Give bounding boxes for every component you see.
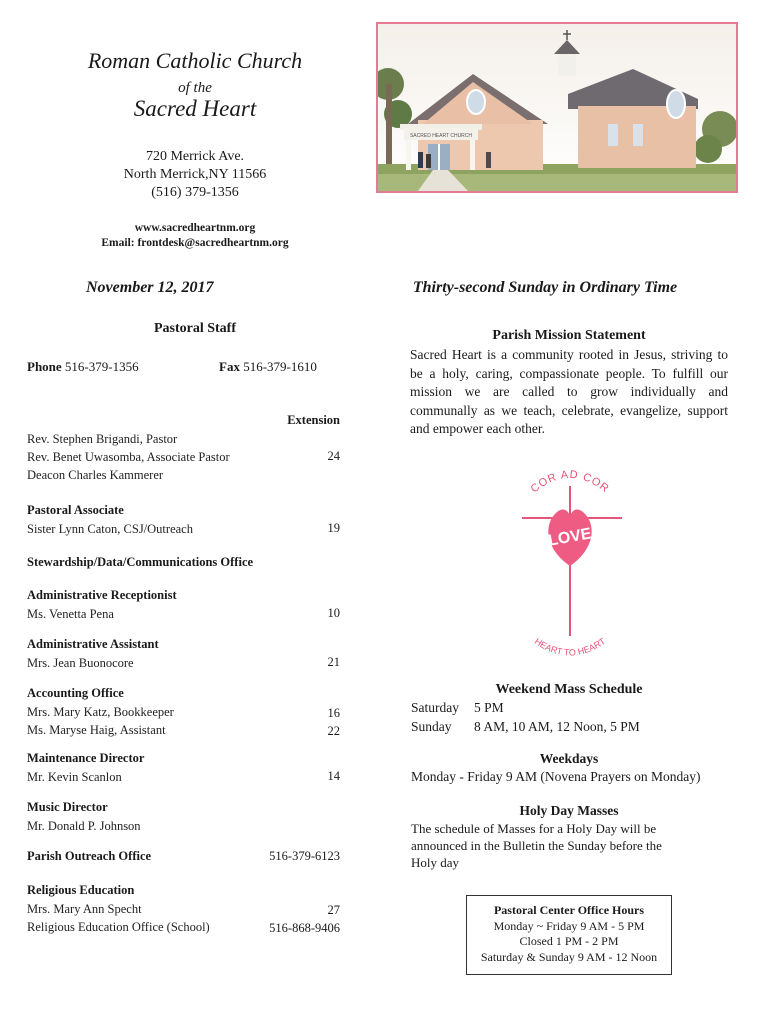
holy-day-line2: announced in the Bulletin the Sunday before the (411, 838, 662, 853)
accounting-names (27, 703, 174, 739)
religious-ed-names (27, 900, 210, 936)
accounting-heading: Accounting Office (27, 686, 124, 700)
cross-heart-icon (505, 464, 635, 664)
church-name-line1: Roman Catholic Church (87, 48, 303, 73)
mission-heading: Parish Mission Statement (492, 328, 646, 343)
saturday-label: Saturday (411, 700, 459, 715)
accounting-ext-1: 16 (327, 706, 340, 720)
address-line1: 720 Merrick Ave. (145, 149, 245, 164)
admin-assistant-ext: 21 (327, 655, 340, 669)
office-hours-box (466, 895, 672, 975)
stewardship-heading: Stewardship/Data/Communications Office (27, 555, 254, 569)
admin-assistant-heading: Administrative Assistant (27, 637, 159, 651)
church-photo (376, 22, 738, 193)
holy-day-line1: The schedule of Masses for a Holy Day will be (411, 821, 657, 836)
clergy-list (27, 430, 230, 484)
religious-ed-name-1: Mrs. Mary Ann Specht (27, 902, 142, 916)
logo-bottom-text: HEART TO HEART (532, 636, 608, 658)
outreach-phone: 516-379-6123 (269, 849, 340, 863)
pastoral-associate-ext: 19 (327, 521, 340, 535)
weekdays-heading: Weekdays (539, 751, 599, 766)
religious-ed-heading: Religious Education (27, 883, 135, 897)
address-line2: North Merrick,NY 11566 (123, 167, 267, 182)
admin-receptionist-ext: 10 (327, 606, 340, 620)
holy-day-heading: Holy Day Masses (519, 803, 619, 818)
mass-labels (411, 699, 459, 736)
clergy-deacon: Deacon Charles Kammerer (27, 468, 164, 482)
weekdays-text: Monday - Friday 9 AM (Novena Prayers on Monday) (411, 769, 701, 784)
weekend-mass-heading: Weekend Mass Schedule (495, 682, 643, 697)
svg-text:HEART TO HEART (533, 636, 608, 658)
office-hours-line2: Closed 1 PM - 2 PM (519, 934, 619, 948)
outreach-heading: Parish Outreach Office (27, 849, 152, 863)
religious-ed-phone-2: 516-868-9406 (269, 921, 340, 935)
maintenance-heading: Maintenance Director (27, 751, 145, 765)
bulletin-date: November 12, 2017 (86, 279, 214, 296)
sunday-time: 8 AM, 10 AM, 12 Noon, 5 PM (474, 718, 640, 734)
email-link[interactable]: Email: frontdesk@sacredheartnm.org (101, 237, 289, 249)
church-name-line2: of the (178, 80, 212, 96)
website-link[interactable]: www.sacredheartnm.org (134, 222, 256, 234)
maintenance-ext: 14 (327, 769, 340, 783)
church-sign: SACRED HEART CHURCH (409, 133, 473, 139)
office-hours-line1: Monday ~ Friday 9 AM - 5 PM (493, 918, 645, 933)
phone-number: (516) 379-1356 (151, 185, 239, 200)
phone-value: 516-379-1356 (64, 359, 139, 374)
fax-value: 516-379-1610 (243, 359, 317, 374)
accounting-name-2: Ms. Maryse Haig, Assistant (27, 723, 166, 737)
address-block (60, 148, 330, 202)
phone-label: Phone (27, 359, 62, 374)
holy-day-line3: Holy day (411, 855, 460, 870)
mission-text: Sacred Heart is a community rooted in Jesus, striving to be a holy, caring, compassionate people. To fulfill our mission we are called to grow individually and communally as we teach, celebrate, evangelize, support and empower each other. (410, 347, 728, 436)
maintenance-name: Mr. Kevin Scanlon (27, 770, 122, 784)
logo-top-text: COR AD COR (528, 468, 612, 496)
office-hours-heading: Pastoral Center Office Hours (493, 903, 645, 917)
holy-day-text (411, 820, 662, 871)
religious-ed-ext-1: 27 (327, 903, 340, 917)
mass-times (474, 699, 640, 736)
admin-assistant-name: Mrs. Jean Buonocore (27, 656, 134, 670)
clergy-associate: Rev. Benet Uwasomba, Associate Pastor (27, 450, 230, 464)
music-name: Mr. Donald P. Johnson (27, 819, 141, 833)
church-name-line3: Sacred Heart (133, 96, 257, 121)
contact-block (60, 221, 330, 251)
religious-ed-exts (220, 901, 340, 937)
accounting-ext-2: 22 (327, 724, 340, 738)
accounting-name-1: Mrs. Mary Katz, Bookkeeper (27, 705, 174, 719)
clergy-pastor: Rev. Stephen Brigandi, Pastor (27, 432, 178, 446)
liturgical-day: Thirty-second Sunday in Ordinary Time (412, 279, 678, 296)
religious-ed-name-2: Religious Education Office (School) (27, 920, 210, 934)
staff-fax (219, 359, 317, 375)
staff-phone (27, 359, 139, 375)
sunday-label: Sunday (411, 718, 452, 734)
cor-ad-cor-logo (505, 464, 635, 664)
saturday-time: 5 PM (474, 700, 504, 715)
extension-heading: Extension (287, 413, 340, 427)
accounting-exts (260, 704, 340, 740)
church-illustration (378, 24, 736, 191)
music-heading: Music Director (27, 800, 108, 814)
clergy-extension: 24 (327, 449, 340, 463)
pastoral-associate-heading: Pastoral Associate (27, 503, 124, 517)
office-hours-line3: Saturday & Sunday 9 AM - 12 Noon (480, 949, 658, 964)
admin-receptionist-heading: Administrative Receptionist (27, 588, 177, 602)
admin-receptionist-name: Ms. Venetta Pena (27, 607, 114, 621)
fax-label: Fax (219, 359, 240, 374)
staff-heading: Pastoral Staff (153, 321, 237, 336)
pastoral-associate-name: Sister Lynn Caton, CSJ/Outreach (27, 522, 193, 536)
logo-heart-text: LOVE (546, 525, 593, 550)
